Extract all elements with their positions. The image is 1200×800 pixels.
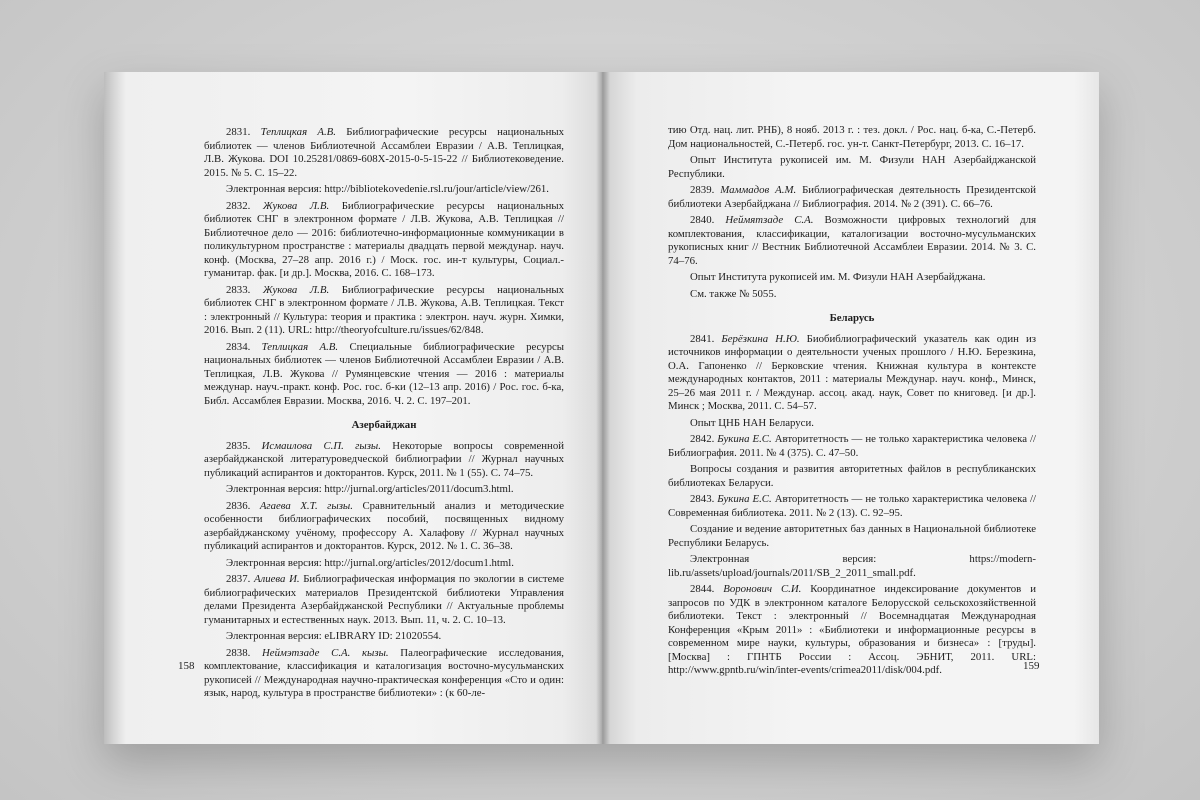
- entry-author: Алиева И.: [253, 573, 300, 585]
- entry-text: Биобиблиографический указатель как один из источников информации о деятельности ученых прошлого / Н.Ю. Березкина, О.А. Гапоненко // Берковские чтения. Книжная культура в контексте международных контактов, 2011 : материалы Междунар. науч. конф., Минск, 25–26 мая 2011 г. / Междунар. ассоц. акад. наук, Совет по книговед. [и др.]. Минск ; Москва, 2011. С. 54–57.: [668, 332, 1037, 412]
- entry-author: Теплицкая А.В.: [260, 126, 336, 138]
- section-heading-azerbaijan: Азербайджан: [351, 419, 417, 431]
- entry-note: См. также № 5055.: [690, 287, 777, 300]
- entry-number: 2835.: [226, 439, 251, 452]
- entry-number: 2831.: [226, 126, 251, 138]
- entry-author: Маммадов А.М.: [720, 184, 797, 196]
- book-spine-shadow: [596, 72, 610, 744]
- left-page-text: [204, 126, 564, 704]
- entry-number: 2836.: [226, 499, 251, 512]
- open-book: [104, 72, 1099, 744]
- section-heading-belarus: Беларусь: [829, 312, 875, 324]
- bibliography-entry: [204, 573, 564, 627]
- entry-note: Вопросы создания и развития авторитетных файлов в республиканских библиотеках Беларуси.: [668, 463, 1036, 489]
- right-page: [602, 72, 1099, 744]
- entry-author: Теплицкая А.В.: [261, 340, 339, 353]
- entry-number: 2833.: [226, 283, 251, 296]
- page-number-left: 158: [178, 660, 195, 672]
- entry-author: Жукова Л.В.: [262, 199, 330, 212]
- entry-text: Авторитетность — не только характеристика человека // Современная библиотека. 2011. № 2 (13). С. 92–95.: [668, 493, 1036, 519]
- entry-number: 2844.: [690, 583, 715, 595]
- entry-author: Неймятзаде С.А.: [725, 214, 814, 226]
- entry-note: Электронная версия: http://jurnal.org/articles/2011/docum3.html.: [226, 483, 514, 495]
- bibliography-entry: [204, 440, 564, 481]
- entry-text: Библиографические ресурсы национальных библиотек — членов Библиотечной Ассамблеи Евразии / А.В. Теплицкая, Л.В. Жукова. DOI 10.25281/0869-608X-2015-0-5-15-22 // Библиотековедение. 2015. № 5. С. 15–22.: [204, 126, 565, 179]
- entry-number: 2841.: [690, 332, 715, 345]
- entry-note: Создание и ведение авторитетных баз данных в Национальной библиотеке Республики Беларусь.: [668, 523, 1036, 549]
- entry-author: Букина Е.С.: [717, 433, 772, 445]
- left-page: [104, 72, 602, 744]
- entry-author: Жукова Л.В.: [262, 283, 330, 296]
- bibliography-entry: [668, 583, 1036, 678]
- bibliography-entry: [204, 126, 564, 180]
- entry-number: 2838.: [226, 646, 251, 659]
- entry-text: Некоторые вопросы современной азербайджанской литературоведческой библиографии // Журнал научных публикаций аспирантов и докторантов. Курск, 2011. № 1 (55). С. 74–75.: [204, 439, 565, 479]
- entry-number: 2834.: [226, 340, 251, 353]
- entry-text: Специальные библиографические ресурсы национальных библиотек — членов Библиотечной Ассамблеи Евразии / А.В. Теплицкая, Л.В. Жукова // Румянцевские чтения — 2016 : материалы междунар. науч.-практ. конф. Рос. гос. б-ки (12–13 апр. 2016) / Рос. гос. б-ка, Библ. Ассамблея Евразии. Москва, 2016. Ч. 2. С. 197–201.: [204, 340, 565, 407]
- entry-note: Электронная версия: eLIBRARY ID: 21020554.: [226, 630, 442, 642]
- entry-author: Берёзкина Н.Ю.: [721, 332, 800, 345]
- bibliography-entry: [204, 200, 564, 281]
- entry-number: 2842.: [690, 433, 715, 445]
- bibliography-entry: [668, 184, 1036, 211]
- entry-number: 2839.: [690, 184, 715, 196]
- entry-author: Букина Е.С.: [717, 493, 772, 505]
- left-entries-before: [204, 126, 564, 408]
- bibliography-entry: [668, 433, 1036, 460]
- entry-author: Исмаилова С.П. гызы.: [261, 439, 381, 452]
- bibliography-entry: [204, 284, 564, 338]
- entry-text: Библиографические ресурсы национальных библиотек СНГ в электронном формате / Л.В. Жукова, А.В. Теплицкая // Библиотечное дело — 2016: библиотечно-информационные коммуникации в поликультурном пространстве : материалы двадцать первой междунар. науч. конф. (Москва, 27–28 апр. 2016 г.) / Моск. гос. ин-т культуры, Социал.-гуманитар. фак. [и др.]. Москва, 2016. С. 168–173.: [204, 199, 565, 279]
- right-page-text: [668, 124, 1036, 681]
- right-entries-after: [668, 333, 1036, 678]
- entry-text: Библиографическая деятельность Президентской библиотеки Азербайджана // Библиография. 2014. № 2 (391). С. 66–76.: [668, 184, 1036, 210]
- left-entries-after: [204, 440, 564, 701]
- entry-note: Опыт Института рукописей им. М. Физули НАН Азербайджанской Республики.: [668, 154, 1036, 180]
- entry-note: Электронная версия: https://modern-lib.ru/assets/upload/journals/2011/SB_2_2011_small.pdf.: [668, 553, 1036, 579]
- entry-text: Библиографические ресурсы национальных библиотек СНГ в электронном формате / Л.В. Жукова, А.В. Теплицкая. Текст : электронный // Культура: теория и практика : электрон. науч. журн. Химки, 2016. Вып. 2 (11). URL: http://theoryofculture.ru/issues/62/848.: [204, 283, 565, 336]
- page-number-right: 159: [1023, 660, 1040, 672]
- entry-author: Воронович С.И.: [723, 583, 802, 595]
- bibliography-entry: [668, 333, 1036, 414]
- bibliography-entry: [668, 493, 1036, 520]
- entry-text: Сравнительный анализ и методические особенности библиографических пособий, посвященных видному азербайджанскому учёному, профессору А. Халафову // Журнал научных публикаций аспирантов и докторантов. Курск, 2012. № 1. С. 36–38.: [204, 499, 564, 552]
- right-entries-before: [668, 124, 1036, 301]
- entry-text: Библиографическая информация по экологии в системе библиографических материалов Президентской библиотеки Управления делами Президента Азербайджанской Республики // Актуальные проблемы гуманитарных и естественных наук. 2013. Вып. 11, ч. 2. С. 10–13.: [204, 573, 565, 626]
- entry-continuation: тию Отд. нац. лит. РНБ), 8 нояб. 2013 г. : тез. докл. / Рос. нац. б-ка, С.-Петерб. Дом национальностей, С.-Петерб. гос. ун-т. Санкт-Петербург, 2013. С. 16–17.: [668, 124, 1036, 150]
- entry-note: Опыт Института рукописей им. М. Физули НАН Азербайджана.: [690, 271, 986, 283]
- bibliography-entry: [204, 500, 564, 554]
- bibliography-entry: [204, 341, 564, 409]
- entry-text: Координатное индексирование документов и запросов по УДК в электронном каталоге Белорусской сельскохозяйственной библиотеки. Текст : электронный // Восемнадцатая Международная Конференция «Крым 2011» : «Библиотеки и информационные ресурсы в современном мире науки, культуры, образования и бизнеса» : [труды]. [Москва] : ГПНТБ России : Ассоц. ЭБНИТ, 2011. URL: http://www.gpntb.ru/win/inter-events/crimea2011/disk/004.pdf.: [668, 583, 1036, 676]
- entry-note: Опыт ЦНБ НАН Беларуси.: [690, 416, 814, 429]
- entry-number: 2843.: [690, 493, 715, 505]
- entry-text: Авторитетность — не только характеристика человека // Библиография. 2011. № 4 (375). С. 47–50.: [668, 433, 1036, 459]
- bibliography-entry: [204, 647, 564, 701]
- entry-note: Электронная версия: http://jurnal.org/articles/2012/docum1.html.: [226, 556, 515, 569]
- entry-number: 2832.: [226, 199, 251, 212]
- entry-text: Палеографические исследования, комплектование, классификация и каталогизация восточно-мусульманских рукописей // Международная научно-практическая конференция «Сто и один: язык, народ, культура в пространстве библиотеки» : (к 60-ле-: [204, 646, 565, 699]
- entry-author: Неймэтзаде С.А. кызы.: [262, 646, 389, 659]
- entry-number: 2837.: [226, 573, 251, 585]
- bibliography-entry: [668, 214, 1036, 268]
- entry-number: 2840.: [690, 214, 715, 226]
- entry-text: Возможности цифровых технологий для комплектования, классификации, каталогизации восточно-мусульманских рукописных книг // Вестник Библиотечной Ассамблеи Евразии. 2014. № 3. С. 74–76.: [668, 214, 1037, 267]
- entry-note: Электронная версия: http://bibliotekovedenie.rsl.ru/jour/article/view/261.: [226, 183, 549, 195]
- entry-author: Агаева Х.Т. гызы.: [259, 499, 353, 512]
